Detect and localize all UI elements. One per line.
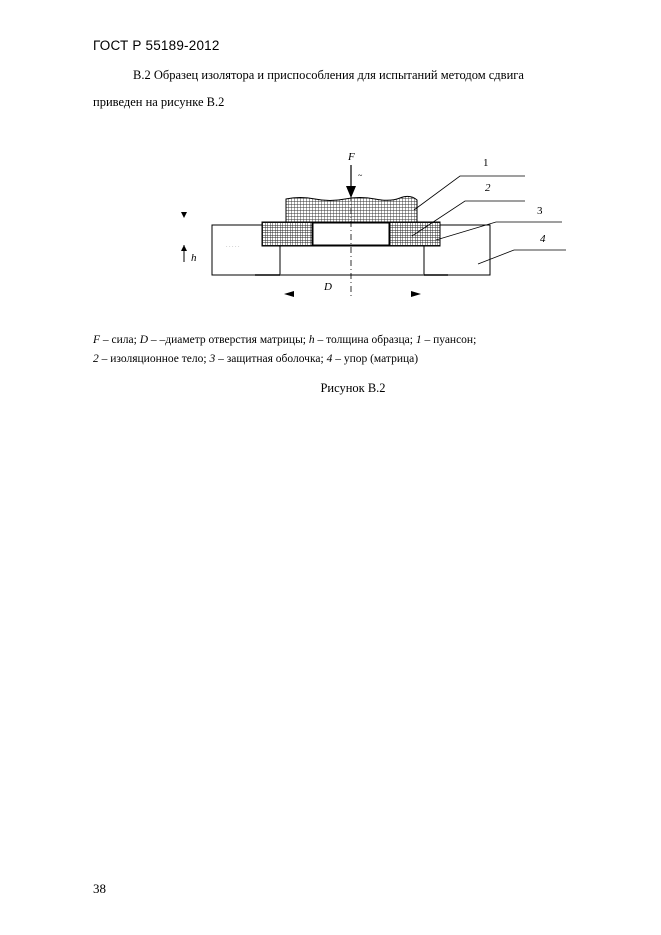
force-arrow xyxy=(346,151,363,198)
legend-line-1 xyxy=(93,331,573,350)
legend-3-text: – защитная оболочка; xyxy=(215,353,327,365)
shear-test-diagram xyxy=(170,145,590,320)
legend-h-text: – толщина образца; xyxy=(314,334,416,346)
document-code-header: ГОСТ Р 55189-2012 xyxy=(93,38,220,53)
legend-3-symbol: 3 xyxy=(209,353,216,365)
legend-2-text: – изоляционное тело; xyxy=(98,353,210,365)
callout-3: 3 xyxy=(537,205,543,217)
legend-4-symbol: 4 xyxy=(326,353,333,365)
figure-title: Рисунок В.2 xyxy=(320,381,386,395)
force-label: F xyxy=(348,151,355,163)
figure-legend xyxy=(93,331,573,369)
intro-line-2: приведен на рисунке В.2 xyxy=(93,95,225,109)
diameter-label: D xyxy=(324,281,332,293)
diagram-svg xyxy=(170,145,590,315)
legend-D-text: – –диаметр отверстия матрицы; xyxy=(148,334,309,346)
legend-4-text: – упор (матрица) xyxy=(332,353,419,365)
intro-paragraph xyxy=(93,62,563,116)
thickness-marker xyxy=(181,212,197,264)
legend-1-text: – пуансон; xyxy=(421,334,477,346)
legend-line-2 xyxy=(93,350,573,369)
legend-1-symbol: 1 xyxy=(415,334,422,346)
punch xyxy=(286,196,417,222)
svg-text:~: ~ xyxy=(358,171,363,180)
legend-h-symbol: h xyxy=(308,334,315,346)
legend-F-text: – сила; xyxy=(100,334,140,346)
page-number: 38 xyxy=(93,881,106,896)
callout-2: 2 xyxy=(485,182,491,194)
callout-4: 4 xyxy=(540,233,546,245)
svg-text:. . . . .: . . . . . xyxy=(226,243,240,249)
legend-D-symbol: D xyxy=(139,334,149,346)
legend-F-symbol: F xyxy=(93,334,101,346)
callout-1: 1 xyxy=(483,157,489,169)
intro-line-1: В.2 Образец изолятора и приспособления для испытаний методом сдвига xyxy=(133,68,524,82)
diameter-marker xyxy=(284,281,421,297)
thickness-label: h xyxy=(191,252,197,264)
legend-2-symbol: 2 xyxy=(93,353,99,365)
